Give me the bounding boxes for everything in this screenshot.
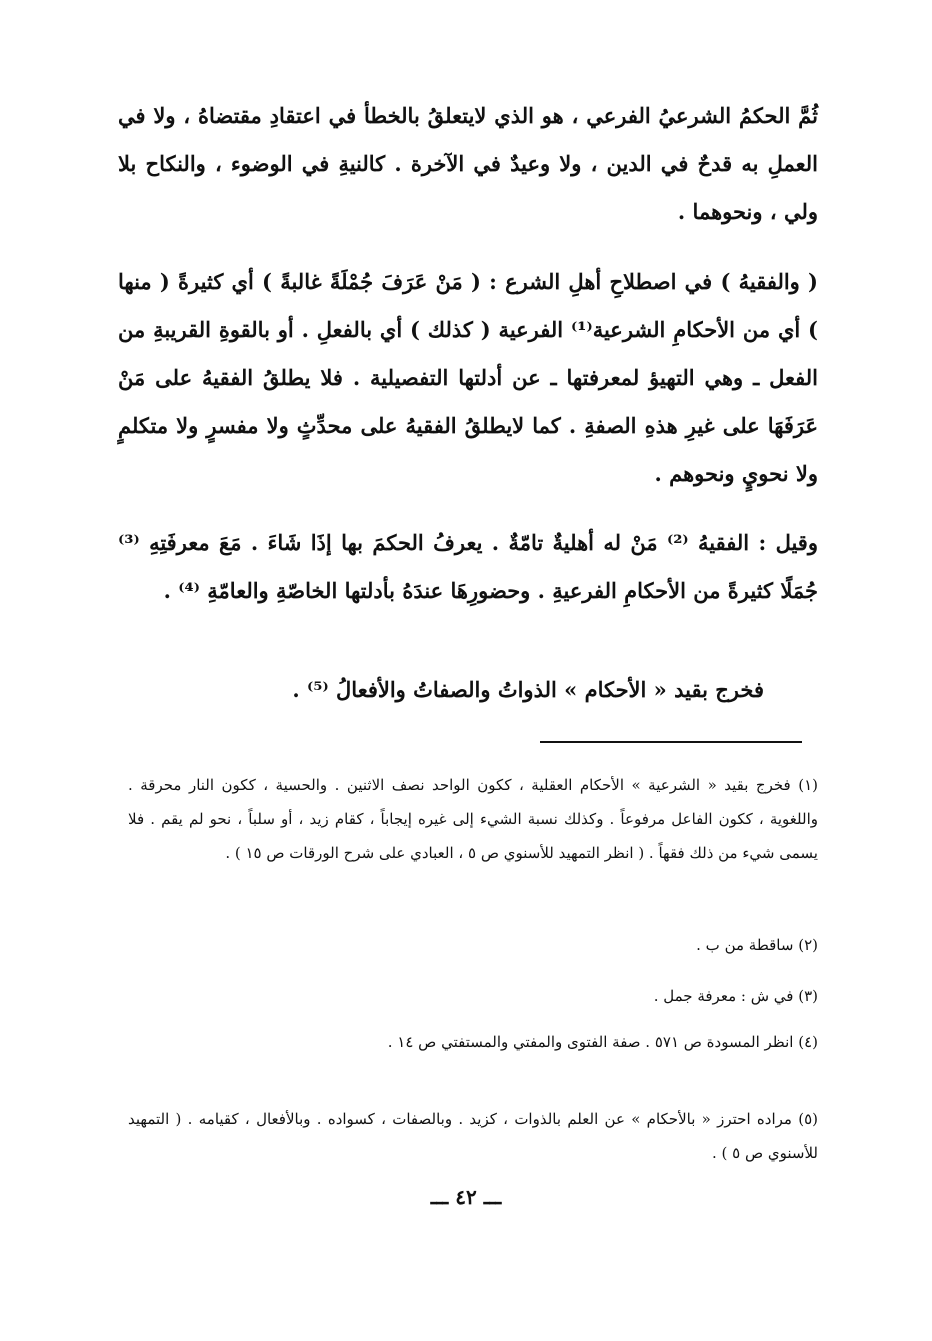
paragraph-text: ( والفقيهُ ) في اصطلاحِ أهلِ الشرع : ( مَنْ عَرَفَ جُمْلَةً غالبةً ) أي كثيرةً ( منها ) أي من الأحكامِ الشرعية⁽¹⁾ الفرعية ( كذلك ) أي بالفعلِ . أو بالقوةِ القريبةِ من الفعل ـ وهي التهيؤ لمعرفتها ـ عن أدلتها التفصيلية . فلا يطلقُ الفقيهُ على مَنْ عَرَفَهَا على غيرِ هذهِ الصفةِ . كما لايطلقُ الفقيهُ على محدِّثٍ ولا مفسرٍ ولا متكلمٍ ولا نحويٍ ونحوهم .: [118, 269, 818, 486]
footnote-text: (٣) في ش : معرفة جمل .: [653, 987, 818, 1005]
footnote-text: (١) فخرج بقيد « الشرعية » الأحكام العقلية ، ككون الواحد نصف الاثنين . والحسية ، ككون النار محرقة . واللغوية ، ككون الفاعل مرفوعاً . وكذلك نسبة الشيء إلى غيره إيجاباً ، كقام زيد ، أو سلباً ، نحو لم يقم . فلا يسمى شيء من ذلك فقهاً . ( انظر التمهيد للأسنوي ص ٥ ، العبادي على شرح الورقات ص ١٥ ) .: [128, 776, 818, 862]
footnote-separator: [540, 741, 802, 743]
footnote-text: (٤) انظر المسودة ص ٥٧١ . صفة الفتوى والمفتي والمستفتي ص ١٤ .: [387, 1033, 818, 1051]
footnote-4: [128, 1025, 818, 1059]
footnote-1: [128, 768, 818, 870]
footnote-3: [128, 979, 818, 1013]
footnote-text: (٢) ساقطة من ب .: [696, 936, 818, 954]
footnote-5: [128, 1102, 818, 1170]
footnote-text: (٥) مراده احترز « بالأحكام » عن العلم بالذوات ، كزيد . وبالصفات ، كسواده . وبالأفعال ، كقيامه . ( التمهيد للأسنوي ص ٥ ) .: [128, 1110, 818, 1162]
main-paragraph-3: [118, 519, 818, 615]
paragraph-text: ثُمَّ الحكمُ الشرعيُ الفرعي ، هو الذي لايتعلقُ بالخطأ في اعتقادِ مقتضاهُ ، ولا في العملِ به قدحٌ في الدين ، ولا وعيدٌ في الآخرة . كالنيةِ في الوضوء ، والنكاح بلا ولي ، ونحوهما .: [118, 103, 818, 224]
paragraph-text: فخرج بقيد « الأحكام » الذواتُ والصفاتُ والأفعالُ ⁽⁵⁾ .: [292, 677, 764, 702]
paragraph-text: وقيل : الفقيهُ ⁽²⁾ مَنْ له أهليةٌ تامّةٌ . يعرفُ الحكمَ بها إذَا شَاءَ . مَعَ معرفَتِهِ ⁽³⁾ جُمَلًا كثيرةً من الأحكامِ الفرعيةِ . وحضورِهَا عندَهُ بأدلتها الخاصّةِ والعامّةِ ⁽⁴⁾ .: [118, 530, 818, 603]
page-number: ـــ ٤٢ ـــ: [430, 1185, 502, 1209]
footnote-2: [128, 928, 818, 962]
main-paragraph-1: [118, 92, 818, 236]
main-paragraph-4: [118, 666, 818, 714]
main-paragraph-2: [118, 258, 818, 498]
